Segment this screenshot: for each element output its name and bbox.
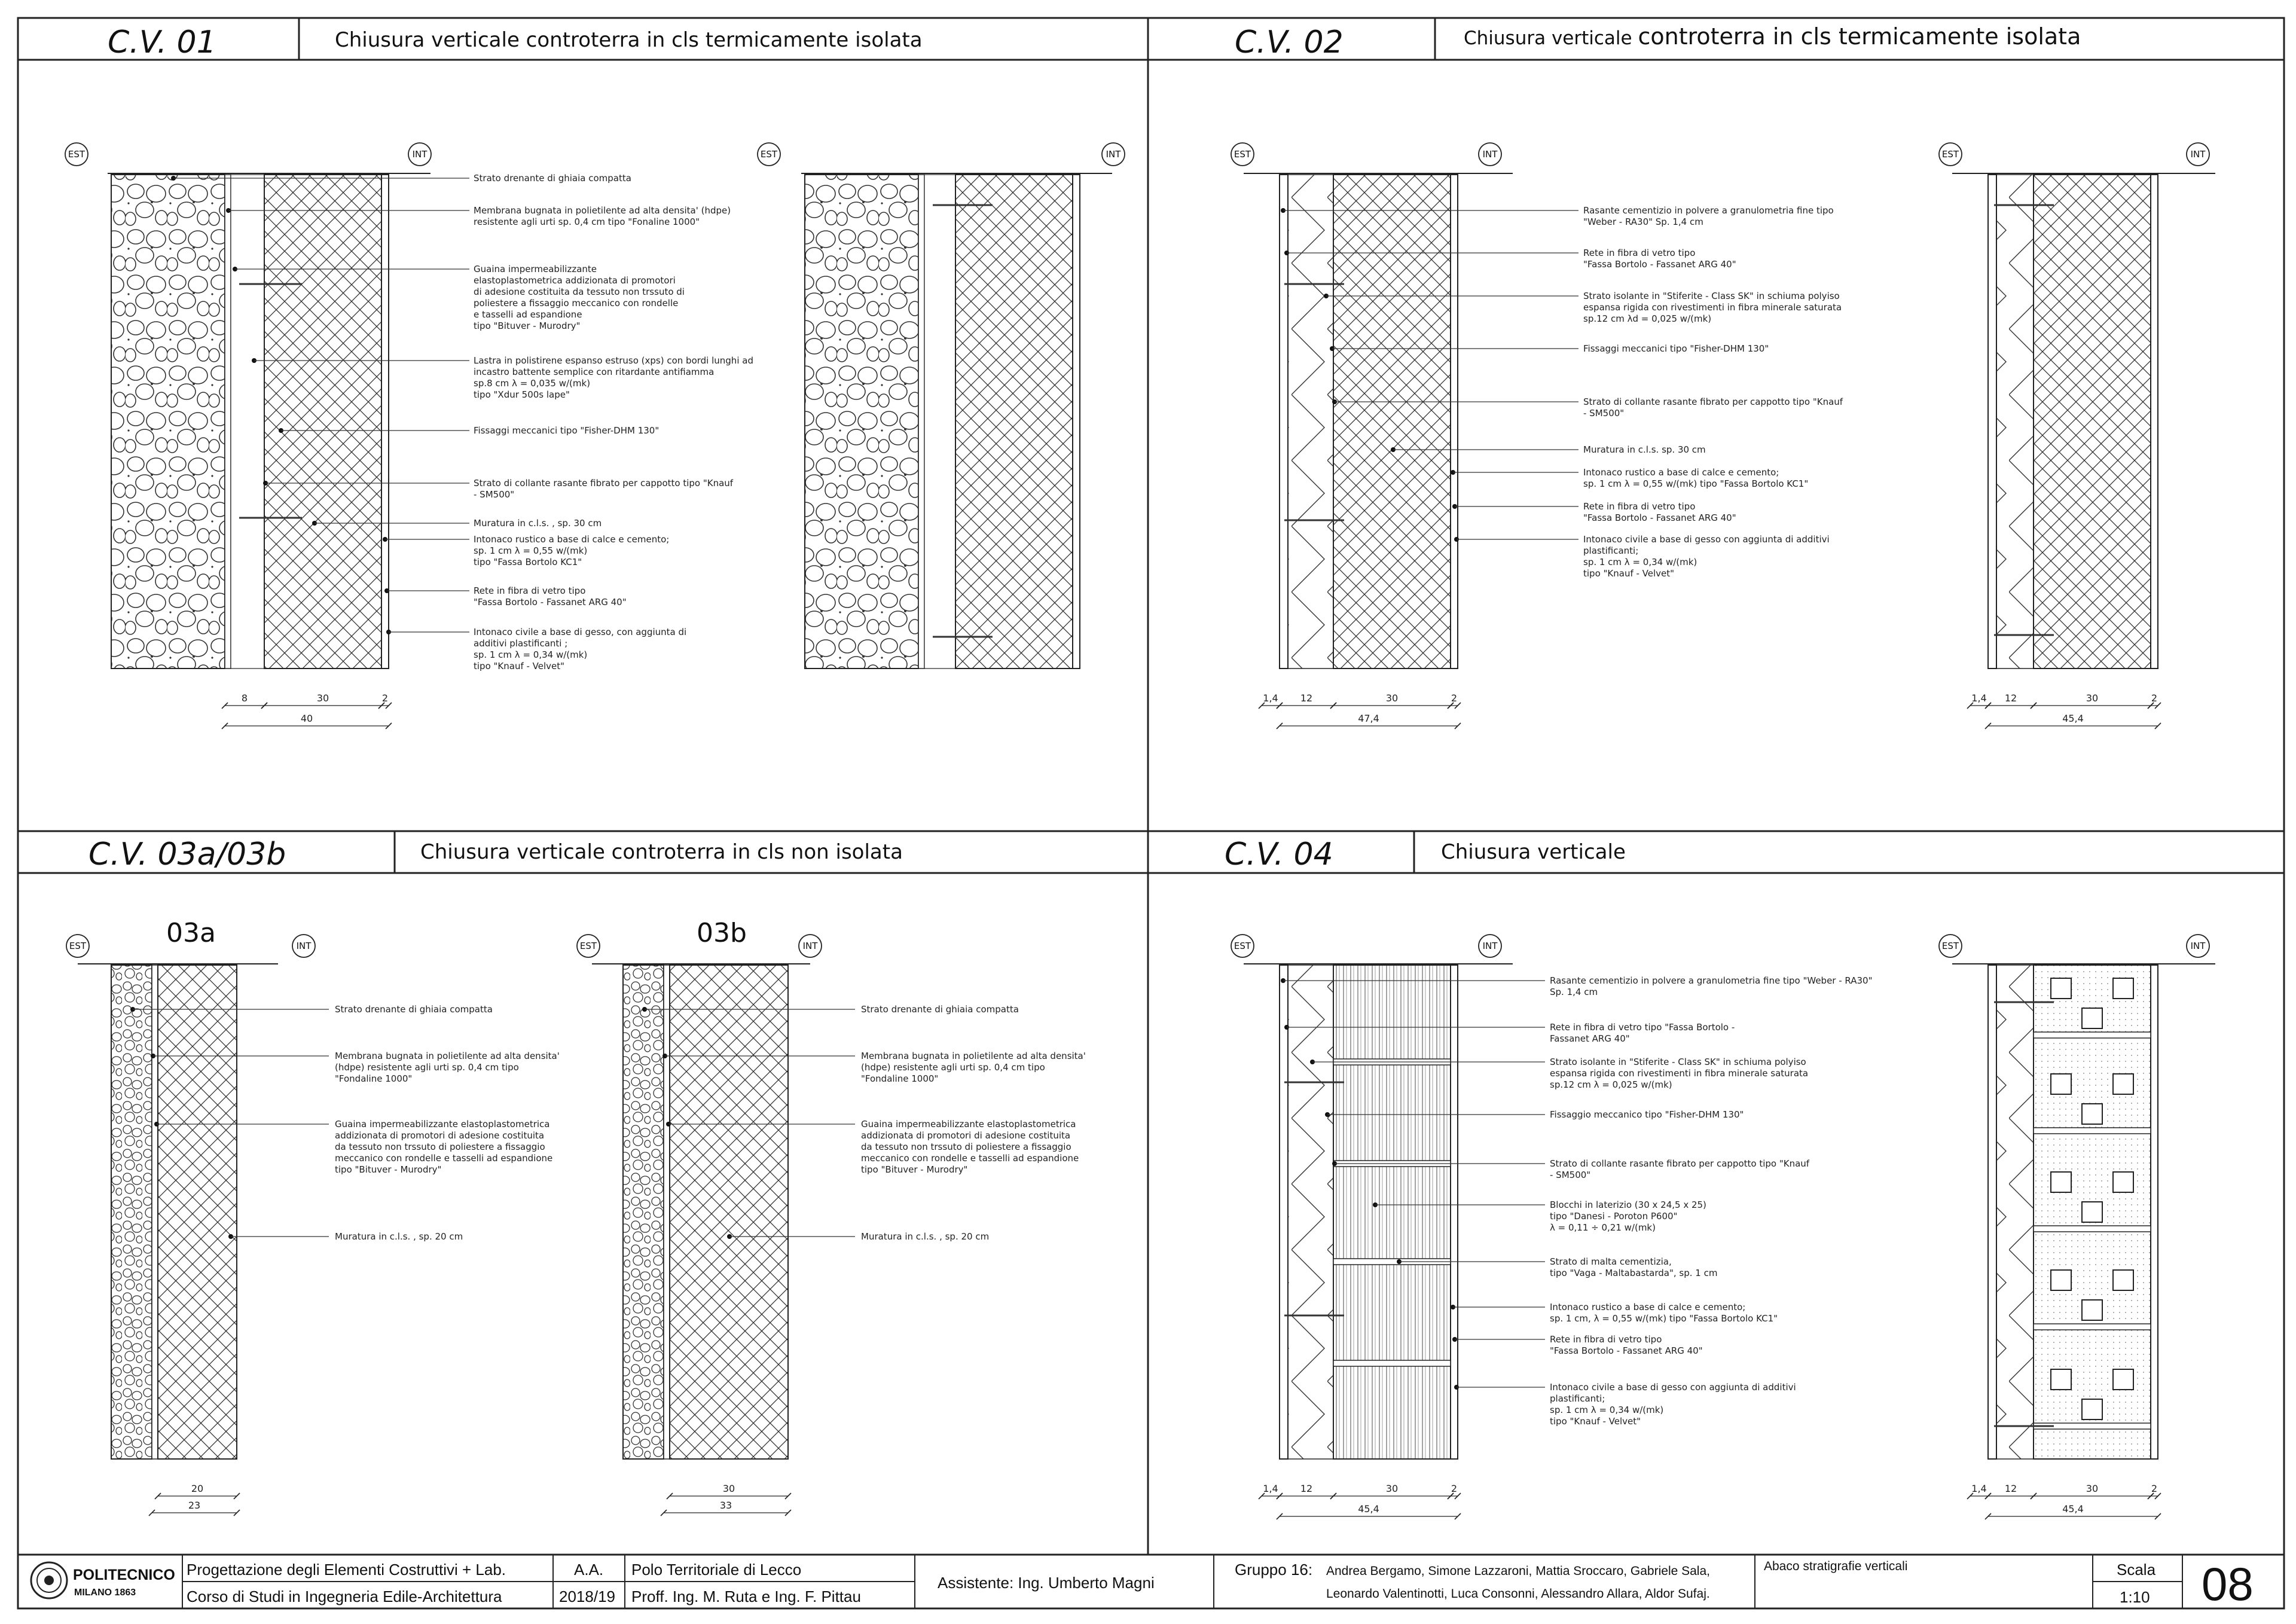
dimension xyxy=(1277,713,1461,729)
layer-label: meccanico con rondelle e tasselli ad espandione xyxy=(335,1153,553,1164)
layer-label: resistente agli urti sp. 0,4 cm tipo "Fonaline 1000" xyxy=(474,216,700,227)
tag-label: EST xyxy=(69,941,87,951)
cv02-title-a: Chiusura verticale xyxy=(1464,28,1638,49)
dimension-value: 1,4 xyxy=(1263,692,1278,704)
tag-int xyxy=(799,935,822,957)
cv01-title: Chiusura verticale controterra in cls termicamente isolata xyxy=(335,28,923,52)
layer-label: Muratura in c.l.s. , sp. 20 cm xyxy=(861,1231,990,1242)
layer-label: Rete in fibra di vetro tipo xyxy=(1583,248,1696,258)
cv02-section-a xyxy=(1244,173,1513,668)
tag-est xyxy=(65,143,88,166)
layer-label: meccanico con rondelle e tasselli ad espandione xyxy=(861,1153,1079,1164)
layer-label: Fassanet ARG 40" xyxy=(1550,1033,1630,1044)
layer-label: tipo "Knauf - Velvet" xyxy=(474,661,565,671)
cv04-section-a xyxy=(1244,964,1513,1459)
layer-label: Fissaggi meccanici tipo "Fisher-DHM 130" xyxy=(474,425,660,436)
layer-label: (hdpe) resistente agli urti sp. 0,4 cm tipo xyxy=(335,1062,519,1073)
dimension xyxy=(661,1500,791,1516)
cv03-code: C.V. 03a/03b xyxy=(88,837,286,872)
dimension xyxy=(2031,692,2154,709)
layer-label: Guaina impermeabilizzante xyxy=(474,264,597,274)
layer-annotation xyxy=(228,1231,463,1242)
cv02-title-b: controterra in cls termicamente isolata xyxy=(1638,23,2081,50)
dimension xyxy=(1985,692,2037,709)
layer-label: Strato isolante in "Stiferite - Class SK" in schiuma polyiso xyxy=(1583,291,1840,301)
layer-label: "Fassa Bortolo - Fassanet ARG 40" xyxy=(1583,512,1736,523)
layer-label: espansa rigida con rivestimenti in fibra minerale saturata xyxy=(1583,302,1842,313)
assistant: Assistente: Ing. Umberto Magni xyxy=(938,1574,1155,1592)
layer-label: sp. 1 cm λ = 0,34 w/(mk) xyxy=(1583,557,1697,567)
layer-label: Strato di collante rasante fibrato per cappotto tipo "Knauf xyxy=(1550,1158,1810,1169)
layer-label: Membrana bugnata in polietilente ad alta densita' xyxy=(861,1051,1086,1061)
layer-label: Strato di collante rasante fibrato per cappotto tipo "Knauf xyxy=(1583,396,1843,407)
tag-est xyxy=(577,935,600,957)
aa-value: 2018/19 xyxy=(559,1588,615,1605)
dimension-value: 30 xyxy=(316,692,329,704)
layer-label: λ = 0,11 ÷ 0,21 w/(mk) xyxy=(1550,1222,1656,1233)
course-name: Progettazione degli Elementi Costruttivi + Lab. xyxy=(187,1561,506,1579)
layer-annotation xyxy=(1451,467,1808,489)
layer-label: Membrana bugnata in polietilente ad alta densita' xyxy=(335,1051,560,1061)
layer-label: Muratura in c.l.s. , sp. 20 cm xyxy=(335,1231,463,1242)
layer-label: Strato di malta cementizia, xyxy=(1550,1256,1672,1267)
layer-label: Rete in fibra di vetro tipo "Fassa Bortolo - xyxy=(1550,1022,1735,1033)
layer-label: "Fondaline 1000" xyxy=(861,1073,939,1084)
tag-int xyxy=(292,935,315,957)
dimension-value: 2 xyxy=(2151,1483,2158,1494)
layer-label: tipo "Bituver - Murodry" xyxy=(335,1164,442,1175)
dimension-value: 2 xyxy=(381,692,389,704)
cv03-sub-a: 03a xyxy=(166,918,216,948)
layer-label: Blocchi in laterizio (30 x 24,5 x 25) xyxy=(1550,1199,1706,1210)
dimension xyxy=(222,713,392,729)
layer-annotation xyxy=(1452,1334,1703,1356)
dimension xyxy=(2031,1483,2154,1499)
layer-annotation xyxy=(386,627,686,671)
dimension-value: 2 xyxy=(1451,1483,1458,1494)
tag-label: EST xyxy=(1941,149,1959,160)
layer-label: Guaina impermeabilizzante elastoplastometrica xyxy=(861,1119,1076,1130)
layer-label: sp. 1 cm λ = 0,55 w/(mk) xyxy=(474,545,588,556)
layer-annotation xyxy=(1452,501,1736,523)
layer-label: tipo "Bituver - Murodry" xyxy=(474,320,581,331)
layer-label: sp. 1 cm λ = 0,34 w/(mk) xyxy=(1550,1405,1664,1415)
degree-name: Corso di Studi in Ingegneria Edile-Architettura xyxy=(187,1588,502,1605)
title-block xyxy=(31,1555,2254,1610)
tag-label: EST xyxy=(68,149,86,160)
cv03-section-a xyxy=(78,964,278,1459)
dimension-value: 12 xyxy=(1300,1483,1313,1494)
layer-label: elastoplastometrica addizionata di promotori xyxy=(474,275,676,286)
sheet-subject: Abaco stratigrafie verticali xyxy=(1764,1559,1908,1573)
dimension-value: 30 xyxy=(1385,1483,1399,1494)
layer-label: sp. 1 cm λ = 0,34 w/(mk) xyxy=(474,649,588,660)
tag-label: INT xyxy=(1482,149,1498,160)
dimension-value: 20 xyxy=(191,1483,204,1494)
layer-annotation xyxy=(1451,1302,1778,1324)
cv02-code: C.V. 02 xyxy=(1235,25,1344,60)
layer-label: "Fassa Bortolo - Fassanet ARG 40" xyxy=(1550,1345,1703,1356)
layer-label: Lastra in polistirene espanso estruso (xps) con bordi lunghi ad xyxy=(474,355,753,366)
tag-label: EST xyxy=(579,941,597,951)
layer-label: Strato drenante di ghiaia compatta xyxy=(335,1004,493,1015)
group-members-1: Andrea Bergamo, Simone Lazzaroni, Mattia Sroccaro, Gabriele Sala, xyxy=(1326,1564,1710,1578)
dimension xyxy=(1985,1503,2161,1519)
layer-label: Muratura in c.l.s. sp. 30 cm xyxy=(1583,444,1706,455)
dimension xyxy=(2148,1483,2161,1499)
dimension xyxy=(1277,1483,1336,1499)
dimension xyxy=(1448,692,1461,709)
cv03-title: Chiusura verticale controterra in cls non isolata xyxy=(420,840,903,864)
group-members-2: Leonardo Valentinotti, Luca Consonni, Alessandro Allara, Aldor Sufaj. xyxy=(1326,1587,1710,1601)
dimension-value: 12 xyxy=(2004,1483,2017,1494)
tag-label: EST xyxy=(760,149,778,160)
cv04-section-b xyxy=(1952,964,2215,1459)
layer-label: - SM500" xyxy=(1550,1170,1591,1180)
layer-label: Intonaco rustico a base di calce e cemento; xyxy=(1583,467,1779,478)
dimension xyxy=(1985,713,2161,729)
tag-label: INT xyxy=(412,149,428,160)
tag-label: INT xyxy=(2190,149,2206,160)
layer-label: - SM500" xyxy=(1583,408,1625,419)
layer-label: addizionata di promotori di adesione costituita xyxy=(861,1130,1071,1141)
layer-label: additivi plastificanti ; xyxy=(474,638,568,649)
layer-label: espansa rigida con rivestimenti in fibra minerale saturata xyxy=(1550,1068,1809,1079)
panel-cv01 xyxy=(65,18,1125,729)
dimension xyxy=(261,692,384,709)
tag-label: EST xyxy=(1234,149,1251,160)
tag-label: EST xyxy=(1234,941,1251,951)
layer-label: "Fassa Bortolo - Fassanet ARG 40" xyxy=(474,597,627,608)
panel-cv02 xyxy=(1231,18,2215,729)
dimension-value: 12 xyxy=(1300,692,1313,704)
cv02-section-b xyxy=(1952,173,2215,668)
politecnico-logo xyxy=(31,1562,67,1598)
tag-int xyxy=(1479,143,1501,166)
dimension-value: 1,4 xyxy=(1263,1483,1278,1494)
layer-annotation xyxy=(384,585,627,608)
tag-est xyxy=(758,143,780,166)
cv01-code: C.V. 01 xyxy=(108,25,216,60)
dimension-value: 8 xyxy=(241,692,248,704)
dimension-value: 40 xyxy=(300,713,313,724)
panel-cv03 xyxy=(66,831,1086,1516)
layer-label: "Fondaline 1000" xyxy=(335,1073,413,1084)
layer-label: sp.12 cm λd = 0,025 w/(mk) xyxy=(1583,313,1712,324)
dimension-value: 47,4 xyxy=(1358,713,1379,724)
layer-label: Fissaggi meccanici tipo "Fisher-DHM 130" xyxy=(1583,343,1769,354)
layer-label: plastificanti; xyxy=(1550,1393,1605,1404)
layer-label: addizionata di promotori di adesione costituita xyxy=(335,1130,545,1141)
layer-label: - SM500" xyxy=(474,489,515,500)
dimension-value: 45,4 xyxy=(2062,1503,2084,1515)
tag-int xyxy=(1102,143,1125,166)
layer-label: tipo "Vaga - Maltabastarda", sp. 1 cm xyxy=(1550,1268,1718,1278)
tag-est xyxy=(1231,143,1254,166)
dimension-value: 2 xyxy=(2151,692,2158,704)
scale-value: 1:10 xyxy=(2120,1588,2150,1606)
layer-annotation xyxy=(1454,534,1830,579)
dimension xyxy=(1448,1483,1461,1499)
aa-label: A.A. xyxy=(574,1561,604,1579)
layer-label: tipo "Knauf - Velvet" xyxy=(1550,1416,1641,1427)
layer-label: Rasante cementizio in polvere a granulometria fine tipo "Weber - RA30" xyxy=(1550,975,1873,986)
tag-int xyxy=(2187,935,2209,957)
layer-label: da tessuto non trssuto di poliestere a fissaggio xyxy=(861,1141,1071,1152)
tag-est xyxy=(1939,143,1962,166)
tag-est xyxy=(66,935,89,957)
layer-label: Rete in fibra di vetro tipo xyxy=(1583,501,1696,512)
dimension-value: 45,4 xyxy=(1358,1503,1379,1515)
layer-label: Intonaco rustico a base di calce e cemento; xyxy=(474,534,670,545)
cv01-section-a xyxy=(108,173,430,668)
tag-label: INT xyxy=(1482,941,1498,951)
layer-label: tipo "Fassa Bortolo KC1" xyxy=(474,557,582,567)
layer-label: Strato isolante in "Stiferite - Class SK" in schiuma polyiso xyxy=(1550,1057,1806,1067)
cv03-section-b xyxy=(592,964,810,1459)
layer-label: Rete in fibra di vetro tipo xyxy=(474,585,586,596)
layer-label: sp.12 cm λ = 0,025 w/(mk) xyxy=(1550,1079,1672,1090)
panel-cv04 xyxy=(1225,831,2215,1519)
dimension-value: 1,4 xyxy=(1971,1483,1987,1494)
tag-label: INT xyxy=(802,941,818,951)
logo-city: MILANO 1863 xyxy=(74,1588,136,1598)
layer-label: Strato drenante di ghiaia compatta xyxy=(474,173,631,184)
group-label: Gruppo 16: xyxy=(1235,1561,1313,1579)
tag-label: EST xyxy=(1941,941,1959,951)
dimension xyxy=(378,692,392,709)
layer-label: di adesione costituita da tessuto non trssuto di xyxy=(474,286,685,297)
cv04-title: Chiusura verticale xyxy=(1441,840,1626,864)
cv02-title xyxy=(1464,23,2081,50)
dimension xyxy=(1330,692,1454,709)
dimension-value: 2 xyxy=(1451,692,1458,704)
layer-label: sp.8 cm λ = 0,035 w/(mk) xyxy=(474,378,591,389)
layer-annotation xyxy=(383,534,669,567)
tag-label: INT xyxy=(1106,149,1121,160)
layer-label: Sp. 1,4 cm xyxy=(1550,987,1598,997)
tag-int xyxy=(2187,143,2209,166)
campus: Polo Territoriale di Lecco xyxy=(631,1561,802,1579)
layer-label: Intonaco civile a base di gesso con aggiunta di additivi xyxy=(1550,1382,1796,1393)
layer-label: "Fassa Bortolo - Fassanet ARG 40" xyxy=(1583,259,1736,270)
dimension xyxy=(222,692,267,709)
dimension-value: 30 xyxy=(2086,1483,2099,1494)
dimension xyxy=(155,1483,240,1499)
layer-label: incastro battente semplice con ritardante antifiamma xyxy=(474,367,715,377)
dimension-value: 30 xyxy=(1385,692,1399,704)
layer-label: Intonaco rustico a base di calce e cemento; xyxy=(1550,1302,1746,1312)
layer-label: (hdpe) resistente agli urti sp. 0,4 cm tipo xyxy=(861,1062,1045,1073)
dimension xyxy=(1277,692,1336,709)
dimension-value: 33 xyxy=(719,1500,732,1511)
layer-label: e tasselli ad espandione xyxy=(474,309,582,320)
layer-label: Fissaggio meccanico tipo "Fisher-DHM 130" xyxy=(1550,1109,1744,1120)
layer-label: tipo "Bituver - Murodry" xyxy=(861,1164,968,1175)
tag-int xyxy=(1479,935,1501,957)
tag-int xyxy=(408,143,431,166)
layer-label: Membrana bugnata in polietilente ad alta densita' (hdpe) xyxy=(474,205,731,216)
layer-annotation xyxy=(1454,1382,1796,1427)
tag-label: INT xyxy=(296,941,312,951)
layer-label: Strato di collante rasante fibrato per cappotto tipo "Knauf xyxy=(474,478,734,489)
layer-label: tipo "Danesi - Poroton P600" xyxy=(1550,1211,1678,1222)
cv03-sub-b: 03b xyxy=(697,918,747,948)
professors: Proff. Ing. M. Ruta e Ing. F. Pittau xyxy=(631,1588,861,1605)
layer-label: Intonaco civile a base di gesso con aggiunta di additivi xyxy=(1583,534,1830,545)
layer-label: sp. 1 cm λ = 0,55 w/(mk) tipo "Fassa Bortolo KC1" xyxy=(1583,478,1809,489)
tag-label: INT xyxy=(2190,941,2206,951)
layer-label: "Weber - RA30" Sp. 1,4 cm xyxy=(1583,216,1703,227)
dimension xyxy=(667,1483,791,1499)
layer-label: Guaina impermeabilizzante elastoplastometrica xyxy=(335,1119,550,1130)
scale-label: Scala xyxy=(2117,1561,2156,1579)
cv04-code: C.V. 04 xyxy=(1225,837,1333,872)
layer-label: Rasante cementizio in polvere a granulometria fine tipo xyxy=(1583,205,1834,216)
layer-label: da tessuto non trssuto di poliestere a fissaggio xyxy=(335,1141,545,1152)
layer-label: Rete in fibra di vetro tipo xyxy=(1550,1334,1662,1345)
dimension-value: 30 xyxy=(2086,692,2099,704)
cv01-section-b xyxy=(801,173,1112,668)
tag-est xyxy=(1231,935,1254,957)
dimension-value: 12 xyxy=(2004,692,2017,704)
logo-name: POLITECNICO xyxy=(73,1567,175,1583)
dimension xyxy=(149,1500,240,1516)
dimension xyxy=(2148,692,2161,709)
layer-label: plastificanti; xyxy=(1583,545,1639,556)
layer-label: tipo "Xdur 500s lape" xyxy=(474,389,570,400)
tag-est xyxy=(1939,935,1962,957)
layer-label: Muratura in c.l.s. , sp. 30 cm xyxy=(474,518,602,529)
dimension xyxy=(1330,1483,1454,1499)
dimension-value: 23 xyxy=(188,1500,201,1511)
layer-label: poliestere a fissaggio meccanico con rondelle xyxy=(474,298,679,309)
layer-label: tipo "Knauf - Velvet" xyxy=(1583,568,1675,579)
layer-label: Intonaco civile a base di gesso, con aggiunta di xyxy=(474,627,687,637)
dimension-value: 45,4 xyxy=(2062,713,2084,724)
dimension-value: 30 xyxy=(722,1483,735,1494)
dimension-value: 1,4 xyxy=(1971,692,1987,704)
layer-label: Strato drenante di ghiaia compatta xyxy=(861,1004,1019,1015)
dimension xyxy=(1985,1483,2037,1499)
dimension xyxy=(1277,1503,1461,1519)
sheet-number: 08 xyxy=(2202,1558,2254,1610)
layer-label: sp. 1 cm, λ = 0,55 w/(mk) tipo "Fassa Bortolo KC1" xyxy=(1550,1313,1778,1324)
